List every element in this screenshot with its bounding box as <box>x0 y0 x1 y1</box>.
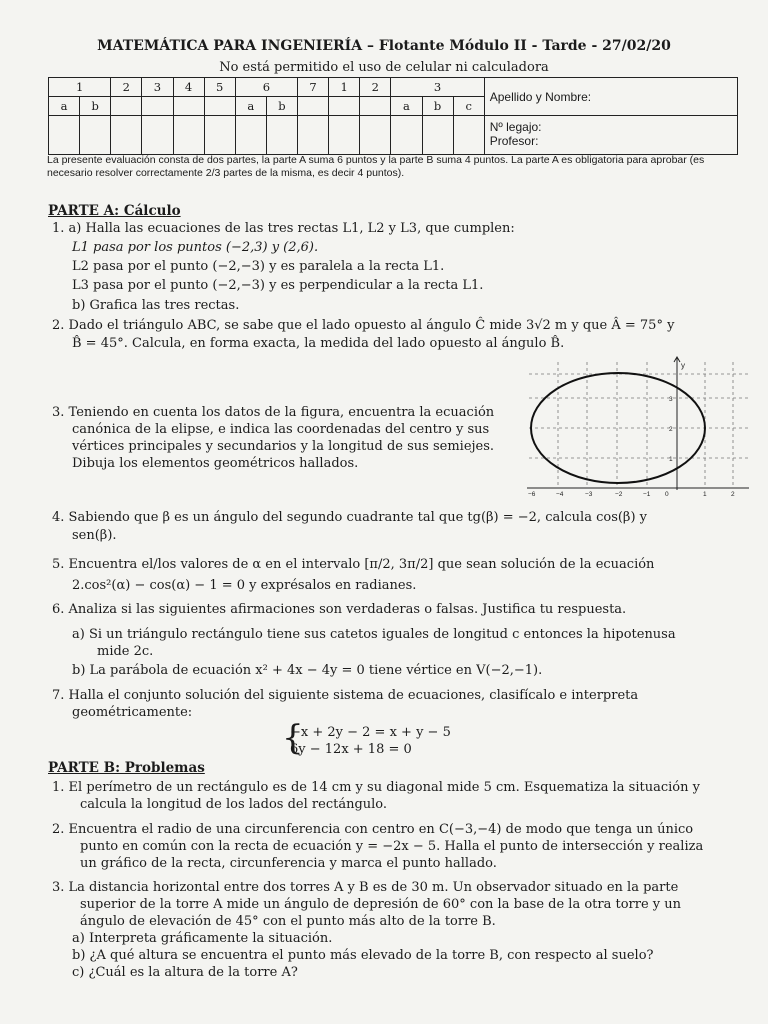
question-1-l3: L3 pasa por el punto (−2,−3) y es perpendicular a la recta L1. <box>72 278 484 293</box>
question-1b: b) Grafica las tres rectas. <box>72 298 240 313</box>
legajo-profesor-field <box>484 116 737 155</box>
profesor-label: Profesor: <box>489 134 539 148</box>
x-tick-label: −3 <box>585 491 593 498</box>
grid-sub-cell: b <box>422 97 453 116</box>
exam-notice: No está permitido el uso de celular ni calculadora <box>219 60 549 75</box>
question-5-line2: 2.cos²(α) − cos(α) − 1 = 0 y exprésalos en radianes. <box>72 578 417 593</box>
grid-header-cell: 3 <box>142 78 173 97</box>
score-cell <box>360 116 391 155</box>
score-cell <box>80 116 111 155</box>
problem-2-line3: un gráfico de la recta, circunferencia y marca el punto hallado. <box>80 856 497 871</box>
grid-header-cell: 3 <box>391 78 484 97</box>
grid-header-cell: 1 <box>329 78 360 97</box>
question-3-line4: Dibuja los elementos geométricos hallados. <box>72 456 359 471</box>
grid-empty-cell <box>173 97 204 116</box>
problem-1-line2: calcula la longitud de los lados del rectángulo. <box>80 797 388 812</box>
grid-header-cell: 4 <box>173 78 204 97</box>
x-tick-label: 2 <box>731 491 735 498</box>
problem-3-line1: 3. La distancia horizontal entre dos torres A y B es de 30 m. Un observador situado en la parte <box>52 880 679 895</box>
grid-empty-cell <box>204 97 235 116</box>
x-tick-label: 0 <box>665 491 669 498</box>
x-tick-label: −2 <box>615 491 623 498</box>
question-6-line1: 6. Analiza si las siguientes afirmaciones son verdaderas o falsas. Justifica tu respuesta. <box>52 602 627 617</box>
score-cell <box>422 116 453 155</box>
grid-sub-cell: a <box>391 97 422 116</box>
part-a-heading: PARTE A: Cálculo <box>48 203 181 219</box>
question-6a-cont: mide 2c. <box>97 644 154 659</box>
y-tick-label: 3 <box>669 396 673 403</box>
grid-sub-cell: a <box>235 97 266 116</box>
ellipse-curve <box>531 373 705 483</box>
question-3-line3: vértices principales y secundarios y la longitud de sus semiejes. <box>72 439 495 454</box>
score-cell <box>111 116 142 155</box>
question-1-l1: L1 pasa por los puntos (−2,3) y (2,6). <box>72 240 319 255</box>
problem-3b: b) ¿A qué altura se encuentra el punto más elevado de la torre B, con respecto al suelo? <box>72 948 654 963</box>
grid-header-cell: 5 <box>204 78 235 97</box>
grid-sub-cell: b <box>80 97 111 116</box>
y-tick-label: 1 <box>669 456 673 463</box>
grid-empty-cell <box>329 97 360 116</box>
ellipse-figure <box>523 356 751 498</box>
grid-empty-cell <box>142 97 173 116</box>
equation-system <box>290 724 451 758</box>
x-tick-label: 1 <box>703 491 707 498</box>
problem-2-line1: 2. Encuentra el radio de una circunferencia con centro en C(−3,−4) de modo que tenga un único <box>52 822 694 837</box>
question-1-text: 1. a) Halla las ecuaciones de las tres rectas L1, L2 y L3, que cumplen: <box>52 221 515 236</box>
question-7-line2: geométricamente: <box>72 705 193 720</box>
question-3-line2: canónica de la elipse, e indica las coordenadas del centro y sus <box>72 422 490 437</box>
score-cell <box>204 116 235 155</box>
question-2-line2: B̂ = 45°. Calcula, en forma exacta, la medida del lado opuesto al ángulo B̂. <box>72 336 565 351</box>
grid-sub-cell: b <box>266 97 297 116</box>
score-cell <box>298 116 329 155</box>
grid-header-cell: 1 <box>49 78 111 97</box>
problem-2-line2: punto en común con la recta de ecuación y = −2x − 5. Halla el punto de intersección y realiza <box>80 839 704 854</box>
grid-sub-cell: a <box>49 97 80 116</box>
evaluation-instructions: La presente evaluación consta de dos partes, la parte A suma 6 puntos y la parte B suma 4 puntos. La parte A es obligatoria para aprobar (es necesario resolver correctamente 2/3 partes de la misma, es decir 4 puntos). <box>47 154 705 179</box>
score-cell <box>173 116 204 155</box>
grid-header-cell: 6 <box>235 78 297 97</box>
problem-1-line1: 1. El perímetro de un rectángulo es de 14 cm y su diagonal mide 5 cm. Esquematiza la situación y <box>52 780 700 795</box>
question-7-line1: 7. Halla el conjunto solución del siguiente sistema de ecuaciones, clasifícalo e interpreta <box>52 688 639 703</box>
grid-header-cell: 2 <box>111 78 142 97</box>
score-cell <box>235 116 266 155</box>
problem-3a: a) Interpreta gráficamente la situación. <box>72 931 333 946</box>
question-6a: a) Si un triángulo rectángulo tiene sus catetos iguales de longitud c entonces la hipotenusa <box>72 627 676 642</box>
grid-sub-cell: c <box>453 97 484 116</box>
x-tick-label: −1 <box>643 491 651 498</box>
grid-header-cell: 2 <box>360 78 391 97</box>
grid-empty-cell <box>111 97 142 116</box>
score-cell <box>453 116 484 155</box>
grid-empty-cell <box>360 97 391 116</box>
problem-3c: c) ¿Cuál es la altura de la torre A? <box>72 965 298 980</box>
equation-2: 6y − 12x + 18 = 0 <box>290 742 412 757</box>
question-4-line2: sen(β). <box>72 528 117 543</box>
question-1-l2: L2 pasa por el punto (−2,−3) y es paralela a la recta L1. <box>72 259 445 274</box>
equation-1: −x + 2y − 2 = x + y − 5 <box>290 725 451 740</box>
score-cell <box>391 116 422 155</box>
question-6b: b) La parábola de ecuación x² + 4x − 4y = 0 tiene vértice en V(−2,−1). <box>72 663 543 678</box>
problem-3-line3: ángulo de elevación de 45° con el punto más alto de la torre B. <box>80 914 496 929</box>
problem-3-line2: superior de la torre A mide un ángulo de depresión de 60° con la base de la otra torre y un <box>80 897 682 912</box>
figure-grid <box>529 362 749 486</box>
exam-title: MATEMÁTICA PARA INGENIERÍA – Flotante Módulo II - Tarde - 27/02/20 <box>97 38 671 54</box>
system-brace: { <box>282 718 304 758</box>
x-tick-label: −4 <box>556 491 564 498</box>
grid-header-cell: 7 <box>298 78 329 97</box>
score-cell <box>266 116 297 155</box>
name-field: Apellido y Nombre: <box>484 78 737 116</box>
x-tick-label: −6 <box>528 491 536 498</box>
question-5-line1: 5. Encuentra el/los valores de α en el intervalo [π/2, 3π/2] que sean solución de la ecuación <box>52 557 655 572</box>
score-cell <box>329 116 360 155</box>
score-cell <box>142 116 173 155</box>
question-4-line1: 4. Sabiendo que β es un ángulo del segundo cuadrante tal que tg(β) = −2, calcula cos(β) y <box>52 510 647 525</box>
score-cell <box>49 116 80 155</box>
grid-empty-cell <box>298 97 329 116</box>
y-tick-label: 2 <box>669 426 673 433</box>
part-b-heading: PARTE B: Problemas <box>48 760 205 776</box>
question-3-line1: 3. Teniendo en cuenta los datos de la figura, encuentra la ecuación <box>52 405 495 420</box>
legajo-label: Nº legajo: <box>489 120 542 134</box>
y-axis-label: y <box>681 361 685 370</box>
grading-table <box>48 77 738 155</box>
question-2-line1: 2. Dado el triángulo ABC, se sabe que el lado opuesto al ángulo Ĉ mide 3√2 m y que Â = 75° y <box>52 318 675 333</box>
